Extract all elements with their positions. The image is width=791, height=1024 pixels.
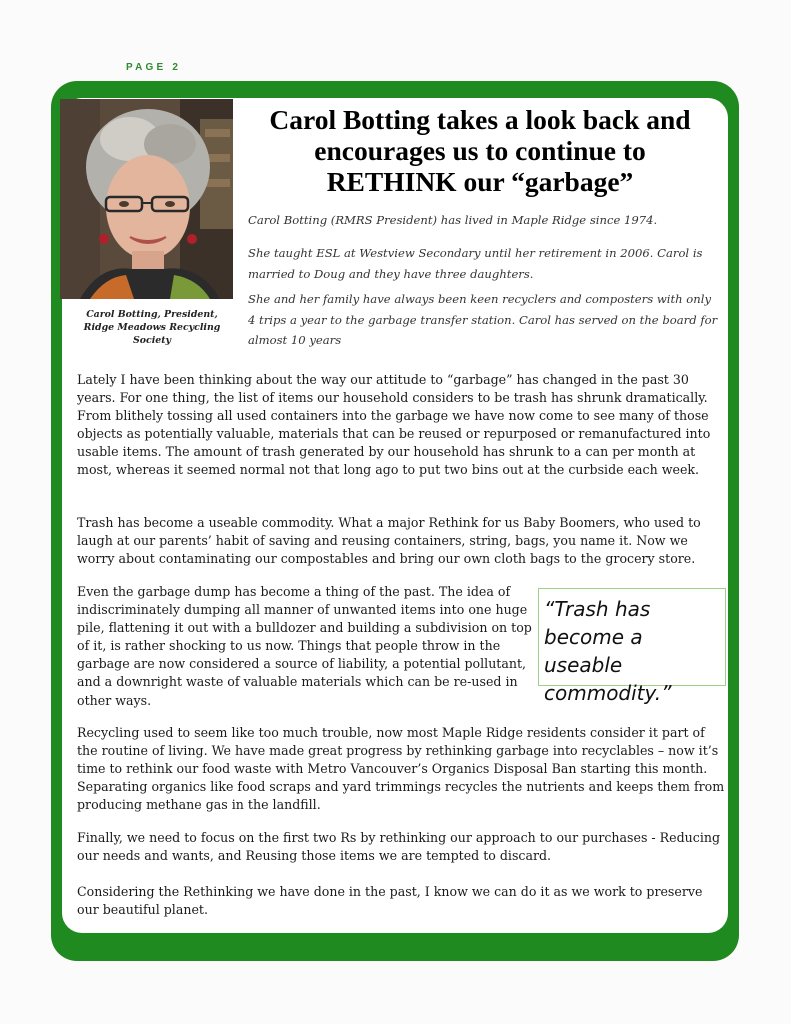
photo-caption: Carol Botting, President, Ridge Meadows Recycling Society [83, 309, 221, 346]
intro-paragraph: She and her family have always been keen recyclers and composters with only 4 trips a year to the garbage transfer station. Carol has served on the board for almost 10 years [248, 292, 718, 347]
body-paragraph: Recycling used to seem like too much trouble, now most Maple Ridge residents consider it part of the routine of living. We have made great progress by rethinking garbage into recyclables – now it’s time to rethink our food waste with Metro Vancouver’s Organics Disposal Ban starting this month. Separating organics like food scraps and yard trimmings recycles the nutrients and keeps them from producing methane gas in the landfill. [77, 725, 725, 813]
body-paragraph: Even the garbage dump has become a thing of the past. The idea of indiscriminately dumping all manner of unwanted items into one huge pile, flattening it out with a bulldozer and building a subdivision on top of it, is rather shocking to us now. Things that people throw in the garbage are now considered a source of liability, a potential pollutant, and a downright waste of valuable materials which can be re-used in other ways. [77, 584, 532, 708]
article-headline: Carol Botting takes a look back and encourages us to continue to RETHINK our “garbage” [269, 104, 691, 197]
pull-quote-box [538, 588, 726, 705]
pull-quote-text: “Trash has become a useable commodity.” [544, 597, 672, 705]
intro-paragraph: Carol Botting (RMRS President) has lived in Maple Ridge since 1974. [248, 213, 658, 227]
page-number-label: PAGE 2 [126, 62, 182, 73]
intro-paragraph: She taught ESL at Westview Secondary until her retirement in 2006. Carol is married to Doug and they have three daughters. [248, 246, 703, 281]
portrait-photo [60, 99, 233, 299]
body-paragraph: Lately I have been thinking about the way our attitude to “garbage” has changed in the past 30 years. For one thing, the list of items our household considers to be trash has shrunk dramatically. From blithely tossing all used containers into the garbage we have now come to see many of those objects as potentially valuable, materials that can be reused or repurposed or remanufactured into usable items. The amount of trash generated by our household has shrunk to a can per month at most, whereas it seemed normal not that long ago to put two bins out at the curbside each week. [77, 372, 711, 478]
body-paragraph: Finally, we need to focus on the first two Rs by rethinking our approach to our purchases - Reducing our needs and wants, and Reusing those items we are tempted to discard. [77, 830, 721, 864]
body-paragraph: Trash has become a useable commodity. What a major Rethink for us Baby Boomers, who used to laugh at our parents’ habit of saving and reusing containers, string, bags, you name it. Now we worry about contaminating our compostables and bring our own cloth bags to the grocery store. [77, 515, 701, 567]
body-paragraph: Considering the Rethinking we have done in the past, I know we can do it as we work to preserve our beautiful planet. [77, 884, 703, 918]
